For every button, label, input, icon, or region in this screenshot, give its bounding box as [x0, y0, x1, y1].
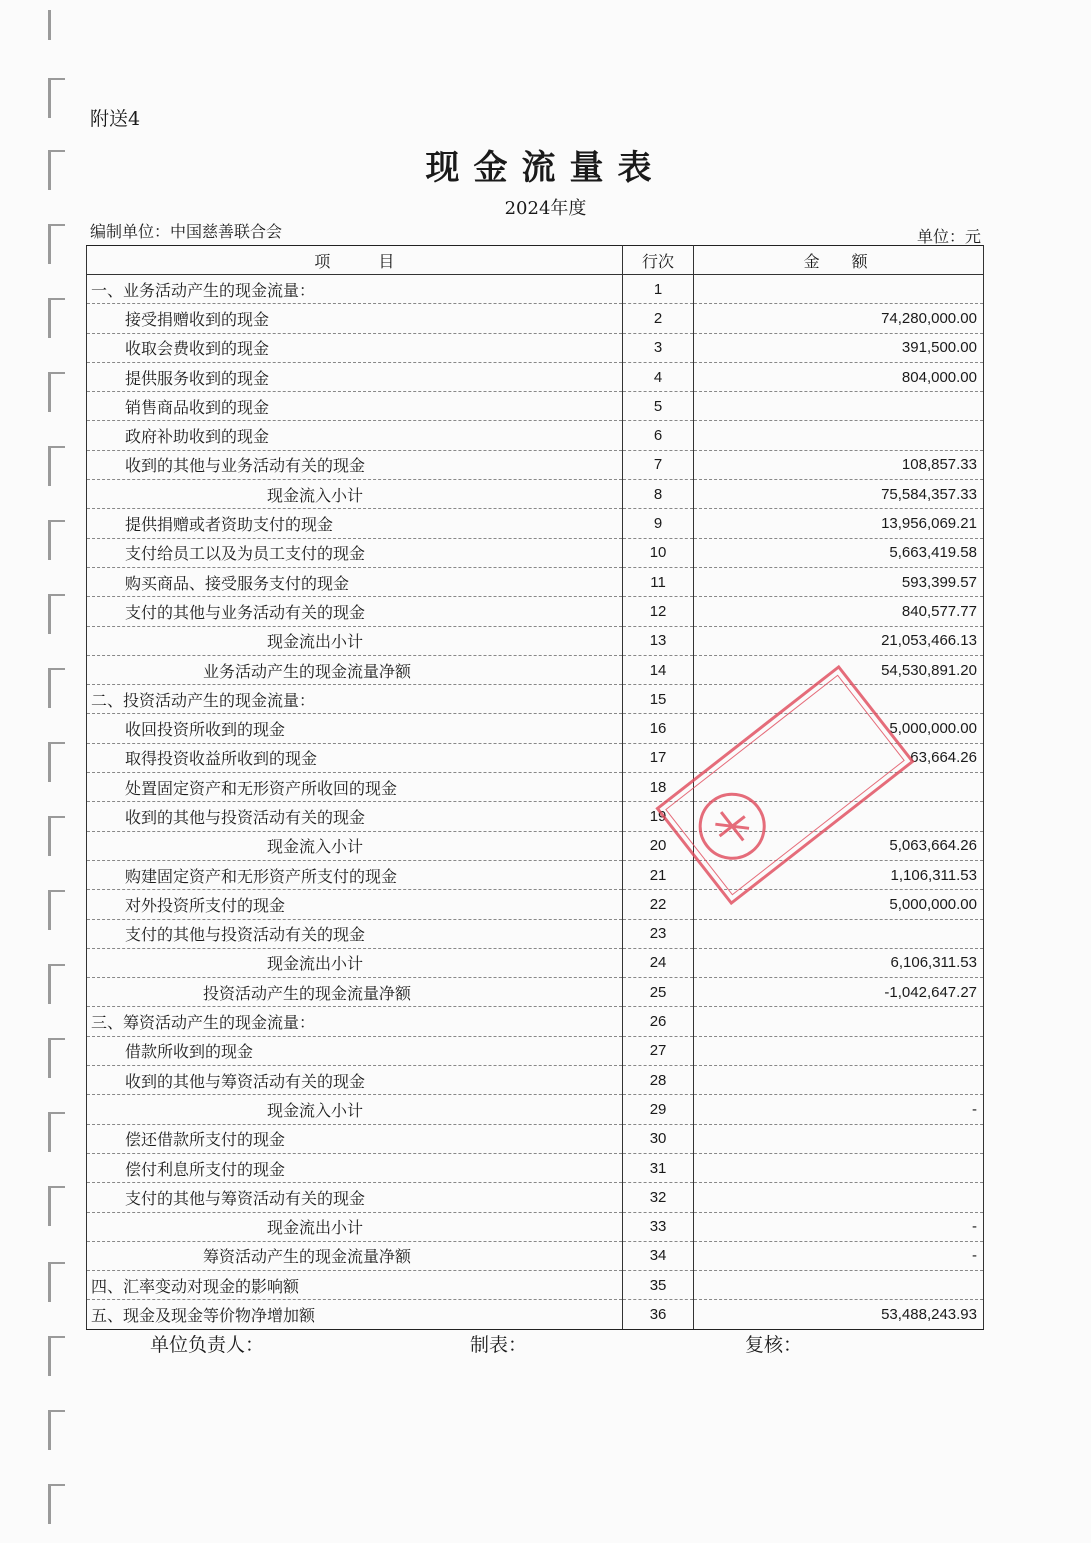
binder-hole	[48, 668, 65, 708]
binder-hole	[48, 1484, 65, 1524]
table-row	[87, 714, 984, 743]
table-row	[87, 1153, 984, 1182]
row-line-number: 23	[622, 919, 693, 948]
table-row	[87, 802, 984, 831]
table-row	[87, 392, 984, 421]
row-item: 现金流出小计	[87, 948, 623, 977]
row-amount	[694, 1066, 984, 1095]
table-row	[87, 655, 984, 684]
row-line-number: 10	[622, 538, 693, 567]
cash-flow-table	[86, 245, 984, 1330]
row-amount	[694, 919, 984, 948]
row-line-number: 13	[622, 626, 693, 655]
binder-hole	[48, 298, 65, 338]
row-amount: 63,664.26	[694, 743, 984, 772]
table-row	[87, 1271, 984, 1300]
row-item: 偿还借款所支付的现金	[87, 1124, 623, 1153]
row-item: 收到的其他与业务活动有关的现金	[87, 450, 623, 479]
row-amount: 391,500.00	[694, 333, 984, 362]
row-amount: 840,577.77	[694, 597, 984, 626]
row-amount: 6,106,311.53	[694, 948, 984, 977]
row-amount	[694, 1007, 984, 1036]
row-item: 购建固定资产和无形资产所支付的现金	[87, 860, 623, 889]
table-row	[87, 480, 984, 509]
table-row	[87, 919, 984, 948]
table-row	[87, 509, 984, 538]
row-item: 现金流入小计	[87, 480, 623, 509]
row-item: 支付的其他与投资活动有关的现金	[87, 919, 623, 948]
table-row	[87, 978, 984, 1007]
row-item: 收回投资所收到的现金	[87, 714, 623, 743]
table-row	[87, 773, 984, 802]
row-line-number: 16	[622, 714, 693, 743]
footer-preparer-signature: 制表：	[470, 1334, 528, 1356]
row-line-number: 22	[622, 890, 693, 919]
binder-hole	[48, 1038, 65, 1078]
row-item: 一、业务活动产生的现金流量：	[87, 275, 623, 304]
row-amount	[694, 1183, 984, 1212]
footer-reviewer-signature: 复核：	[745, 1334, 803, 1356]
row-line-number: 27	[622, 1036, 693, 1065]
row-line-number: 32	[622, 1183, 693, 1212]
currency-unit: 单位：元	[916, 227, 981, 246]
binder-hole	[48, 742, 65, 782]
binder-hole	[48, 1410, 65, 1450]
row-amount: 1,106,311.53	[694, 860, 984, 889]
table-row	[87, 743, 984, 772]
table-row	[87, 1300, 984, 1329]
table-row	[87, 685, 984, 714]
row-amount: 5,000,000.00	[694, 714, 984, 743]
table-row	[87, 567, 984, 596]
row-item: 现金流出小计	[87, 626, 623, 655]
row-item: 提供服务收到的现金	[87, 362, 623, 391]
row-amount	[694, 1153, 984, 1182]
row-line-number: 34	[622, 1241, 693, 1270]
row-item: 对外投资所支付的现金	[87, 890, 623, 919]
row-amount: -1,042,647.27	[694, 978, 984, 1007]
row-line-number: 31	[622, 1153, 693, 1182]
row-line-number: 18	[622, 773, 693, 802]
page-title: 现金流量表	[425, 148, 666, 188]
row-line-number: 5	[622, 392, 693, 421]
row-item: 三、筹资活动产生的现金流量：	[87, 1007, 623, 1036]
table-row	[87, 275, 984, 304]
table-row	[87, 626, 984, 655]
row-line-number: 30	[622, 1124, 693, 1153]
row-amount: 5,663,419.58	[694, 538, 984, 567]
row-amount: 13,956,069.21	[694, 509, 984, 538]
annex-label: 附送4	[90, 108, 141, 130]
table-row	[87, 597, 984, 626]
row-line-number: 26	[622, 1007, 693, 1036]
row-item: 筹资活动产生的现金流量净额	[87, 1241, 623, 1270]
row-line-number: 3	[622, 333, 693, 362]
row-amount: 804,000.00	[694, 362, 984, 391]
table-row	[87, 450, 984, 479]
row-item: 支付给员工以及为员工支付的现金	[87, 538, 623, 567]
binder-hole	[48, 890, 65, 930]
row-item: 购买商品、接受服务支付的现金	[87, 567, 623, 596]
binder-hole	[48, 372, 65, 412]
row-amount	[694, 392, 984, 421]
table-row	[87, 1183, 984, 1212]
binder-hole	[48, 10, 65, 40]
row-amount: -	[694, 1095, 984, 1124]
row-line-number: 15	[622, 685, 693, 714]
row-item: 收到的其他与筹资活动有关的现金	[87, 1066, 623, 1095]
row-line-number: 8	[622, 480, 693, 509]
row-line-number: 25	[622, 978, 693, 1007]
row-line-number: 17	[622, 743, 693, 772]
row-line-number: 2	[622, 304, 693, 333]
row-item: 提供捐赠或者资助支付的现金	[87, 509, 623, 538]
row-line-number: 33	[622, 1212, 693, 1241]
table-row	[87, 362, 984, 391]
row-item: 销售商品收到的现金	[87, 392, 623, 421]
row-amount	[694, 1124, 984, 1153]
row-item: 二、投资活动产生的现金流量：	[87, 685, 623, 714]
binder-hole	[48, 446, 65, 486]
row-amount	[694, 802, 984, 831]
header-item: 项 目	[87, 246, 623, 275]
table-row	[87, 1095, 984, 1124]
row-item: 偿付利息所支付的现金	[87, 1153, 623, 1182]
row-amount: 54,530,891.20	[694, 655, 984, 684]
binder-hole	[48, 594, 65, 634]
row-amount	[694, 1036, 984, 1065]
row-amount: -	[694, 1212, 984, 1241]
footer-head-signature: 单位负责人：	[150, 1334, 265, 1356]
binder-hole	[48, 1262, 65, 1302]
binder-hole	[48, 224, 65, 264]
row-item: 政府补助收到的现金	[87, 421, 623, 450]
row-line-number: 19	[622, 802, 693, 831]
row-item: 现金流入小计	[87, 831, 623, 860]
row-item: 五、现金及现金等价物净增加额	[87, 1300, 623, 1329]
row-line-number: 28	[622, 1066, 693, 1095]
row-item: 现金流入小计	[87, 1095, 623, 1124]
table-row	[87, 421, 984, 450]
binder-hole	[48, 1186, 65, 1226]
reporting-entity: 编制单位：中国慈善联合会	[90, 222, 283, 241]
row-item: 收到的其他与投资活动有关的现金	[87, 802, 623, 831]
row-item: 接受捐赠收到的现金	[87, 304, 623, 333]
header-line: 行次	[622, 246, 693, 275]
row-line-number: 12	[622, 597, 693, 626]
row-amount	[694, 275, 984, 304]
table-row	[87, 860, 984, 889]
header-amount: 金 额	[694, 246, 984, 275]
row-item: 借款所收到的现金	[87, 1036, 623, 1065]
table-row	[87, 1212, 984, 1241]
row-item: 收取会费收到的现金	[87, 333, 623, 362]
row-amount: 21,053,466.13	[694, 626, 984, 655]
row-line-number: 7	[622, 450, 693, 479]
row-amount: 5,000,000.00	[694, 890, 984, 919]
row-item: 四、汇率变动对现金的影响额	[87, 1271, 623, 1300]
row-item: 支付的其他与筹资活动有关的现金	[87, 1183, 623, 1212]
row-amount: 593,399.57	[694, 567, 984, 596]
row-line-number: 11	[622, 567, 693, 596]
row-line-number: 24	[622, 948, 693, 977]
row-line-number: 14	[622, 655, 693, 684]
row-line-number: 29	[622, 1095, 693, 1124]
binder-hole	[48, 1336, 65, 1376]
table-row	[87, 1036, 984, 1065]
row-item: 取得投资收益所收到的现金	[87, 743, 623, 772]
row-line-number: 20	[622, 831, 693, 860]
table-row	[87, 333, 984, 362]
row-item: 投资活动产生的现金流量净额	[87, 978, 623, 1007]
row-item: 现金流出小计	[87, 1212, 623, 1241]
row-line-number: 21	[622, 860, 693, 889]
report-year: 2024年度	[504, 198, 587, 219]
row-item: 业务活动产生的现金流量净额	[87, 655, 623, 684]
table-row	[87, 304, 984, 333]
row-amount: 5,063,664.26	[694, 831, 984, 860]
binder-hole	[48, 78, 65, 118]
row-amount: 53,488,243.93	[694, 1300, 984, 1329]
table-row	[87, 1066, 984, 1095]
binder-hole	[48, 520, 65, 560]
table-row	[87, 890, 984, 919]
row-line-number: 1	[622, 275, 693, 304]
row-line-number: 4	[622, 362, 693, 391]
table-row	[87, 948, 984, 977]
table-row	[87, 1007, 984, 1036]
row-amount	[694, 421, 984, 450]
row-amount: 74,280,000.00	[694, 304, 984, 333]
binder-hole	[48, 964, 65, 1004]
row-amount: 75,584,357.33	[694, 480, 984, 509]
table-header-row	[87, 246, 984, 275]
row-amount	[694, 1271, 984, 1300]
row-amount: 108,857.33	[694, 450, 984, 479]
table-row	[87, 1124, 984, 1153]
row-item: 处置固定资产和无形资产所收回的现金	[87, 773, 623, 802]
row-line-number: 36	[622, 1300, 693, 1329]
row-item: 支付的其他与业务活动有关的现金	[87, 597, 623, 626]
table-row	[87, 1241, 984, 1270]
binder-hole	[48, 816, 65, 856]
row-amount	[694, 685, 984, 714]
row-amount	[694, 773, 984, 802]
row-amount: -	[694, 1241, 984, 1270]
row-line-number: 35	[622, 1271, 693, 1300]
row-line-number: 6	[622, 421, 693, 450]
binder-hole	[48, 1112, 65, 1152]
row-line-number: 9	[622, 509, 693, 538]
table-row	[87, 538, 984, 567]
table-row	[87, 831, 984, 860]
